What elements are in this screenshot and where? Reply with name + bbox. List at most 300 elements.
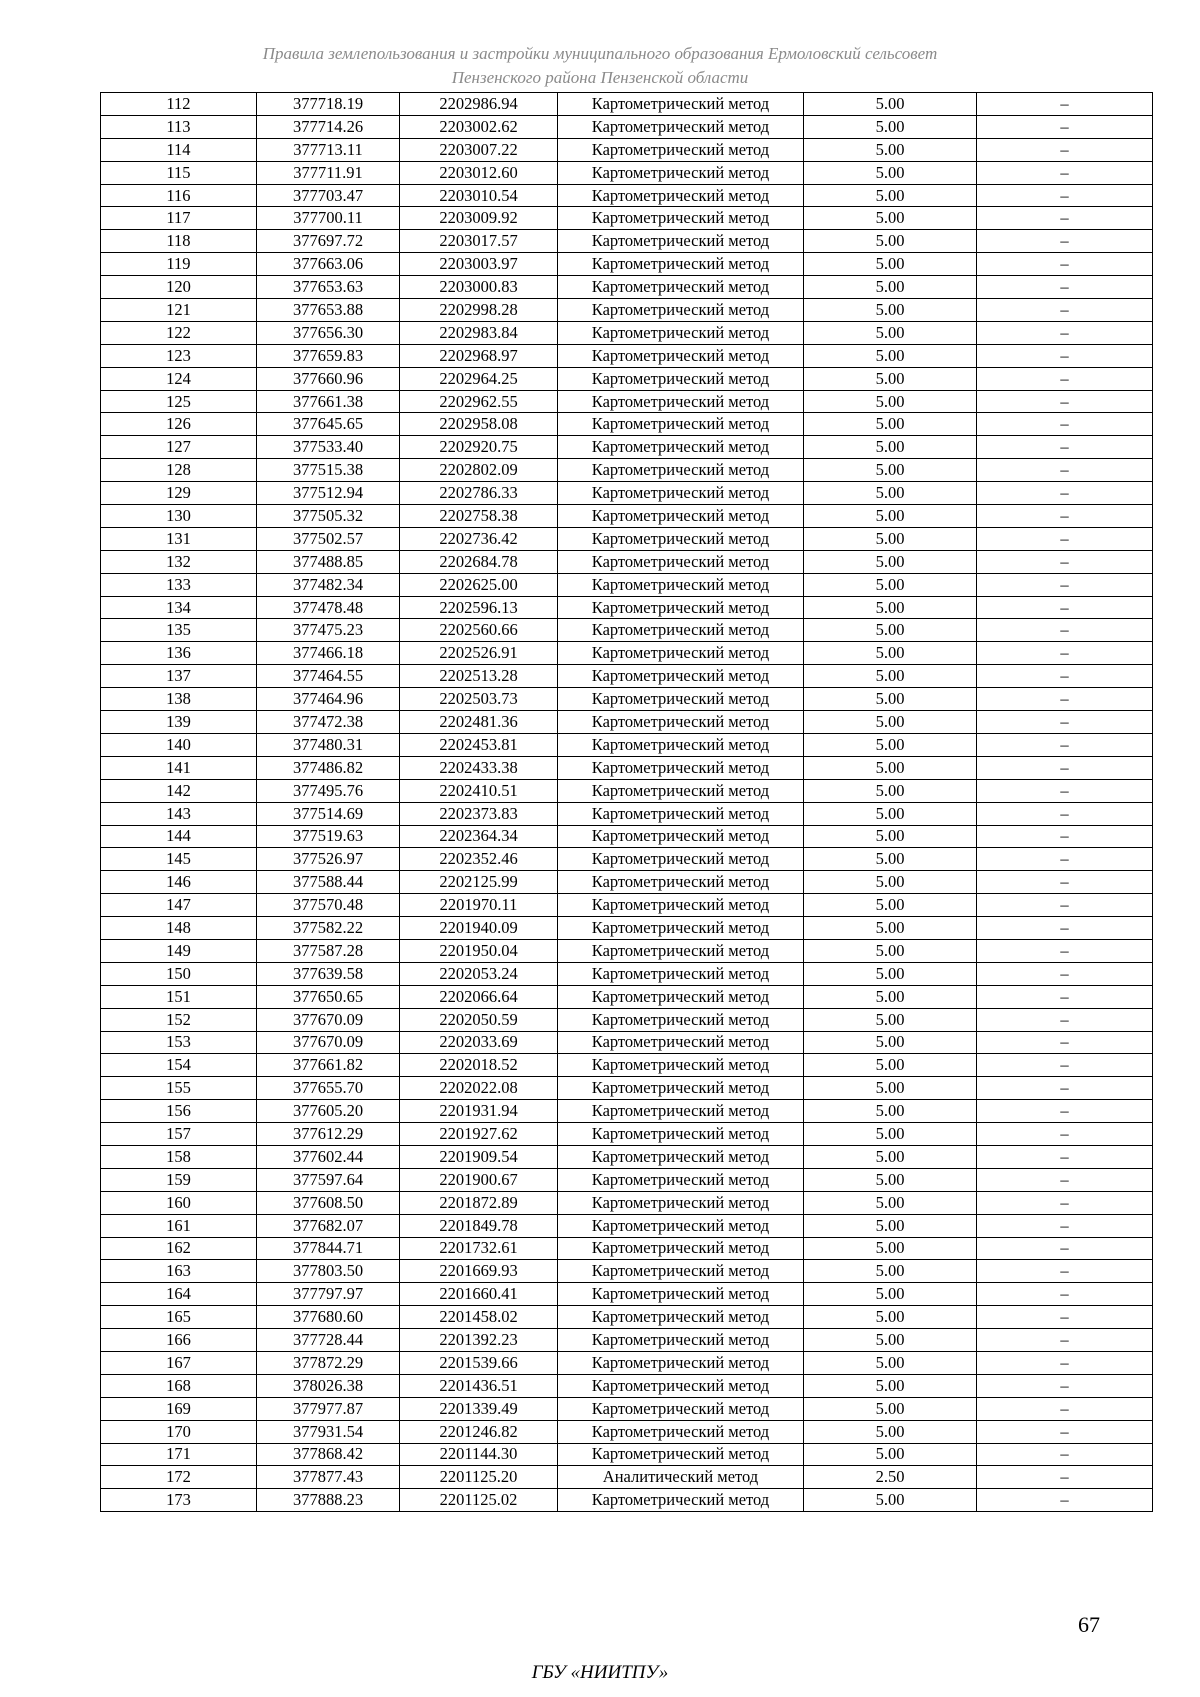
accuracy-cell: 5.00 (804, 1306, 977, 1329)
description-cell: – (977, 1191, 1153, 1214)
point-number-cell: 141 (101, 756, 257, 779)
x-coordinate-cell: 377514.69 (257, 802, 400, 825)
accuracy-cell: 5.00 (804, 665, 977, 688)
point-number-cell: 171 (101, 1443, 257, 1466)
y-coordinate-cell: 2202503.73 (400, 688, 558, 711)
method-cell: Картометрический метод (558, 1374, 804, 1397)
accuracy-cell: 5.00 (804, 802, 977, 825)
table-row (101, 413, 1153, 436)
y-coordinate-cell: 2202958.08 (400, 413, 558, 436)
table-row (101, 1397, 1153, 1420)
x-coordinate-cell: 377645.65 (257, 413, 400, 436)
x-coordinate-cell: 377588.44 (257, 871, 400, 894)
description-cell: – (977, 1031, 1153, 1054)
point-number-cell: 126 (101, 413, 257, 436)
description-cell: – (977, 802, 1153, 825)
accuracy-cell: 5.00 (804, 1008, 977, 1031)
description-cell: – (977, 1145, 1153, 1168)
header-line-2: Пензенского района Пензенской области (451, 68, 749, 87)
table-row (101, 756, 1153, 779)
y-coordinate-cell: 2202018.52 (400, 1054, 558, 1077)
accuracy-cell: 5.00 (804, 207, 977, 230)
table-row (101, 802, 1153, 825)
x-coordinate-cell: 377700.11 (257, 207, 400, 230)
table-row (101, 939, 1153, 962)
x-coordinate-cell: 377608.50 (257, 1191, 400, 1214)
accuracy-cell: 5.00 (804, 184, 977, 207)
description-cell: – (977, 962, 1153, 985)
point-number-cell: 157 (101, 1123, 257, 1146)
table-row (101, 894, 1153, 917)
x-coordinate-cell: 377844.71 (257, 1237, 400, 1260)
description-cell: – (977, 619, 1153, 642)
y-coordinate-cell: 2201339.49 (400, 1397, 558, 1420)
y-coordinate-cell: 2202786.33 (400, 482, 558, 505)
point-number-cell: 115 (101, 161, 257, 184)
x-coordinate-cell: 377803.50 (257, 1260, 400, 1283)
method-cell: Картометрический метод (558, 299, 804, 322)
y-coordinate-cell: 2201931.94 (400, 1100, 558, 1123)
method-cell: Картометрический метод (558, 1008, 804, 1031)
table-row (101, 1420, 1153, 1443)
method-cell: Картометрический метод (558, 1260, 804, 1283)
y-coordinate-cell: 2202802.09 (400, 459, 558, 482)
x-coordinate-cell: 377697.72 (257, 230, 400, 253)
y-coordinate-cell: 2202433.38 (400, 756, 558, 779)
table-row (101, 1168, 1153, 1191)
description-cell: – (977, 276, 1153, 299)
x-coordinate-cell: 377502.57 (257, 527, 400, 550)
description-cell: – (977, 505, 1153, 528)
y-coordinate-cell: 2202596.13 (400, 596, 558, 619)
x-coordinate-cell: 377650.65 (257, 985, 400, 1008)
y-coordinate-cell: 2201970.11 (400, 894, 558, 917)
accuracy-cell: 5.00 (804, 1145, 977, 1168)
method-cell: Картометрический метод (558, 985, 804, 1008)
point-number-cell: 139 (101, 711, 257, 734)
x-coordinate-cell: 377663.06 (257, 253, 400, 276)
x-coordinate-cell: 377602.44 (257, 1145, 400, 1168)
description-cell: – (977, 1283, 1153, 1306)
description-cell: – (977, 1489, 1153, 1512)
table-row (101, 321, 1153, 344)
y-coordinate-cell: 2201246.82 (400, 1420, 558, 1443)
x-coordinate-cell: 377582.22 (257, 917, 400, 940)
accuracy-cell: 5.00 (804, 276, 977, 299)
description-cell: – (977, 1443, 1153, 1466)
method-cell: Картометрический метод (558, 573, 804, 596)
description-cell: – (977, 642, 1153, 665)
y-coordinate-cell: 2202352.46 (400, 848, 558, 871)
x-coordinate-cell: 377661.38 (257, 390, 400, 413)
accuracy-cell: 5.00 (804, 1283, 977, 1306)
point-number-cell: 118 (101, 230, 257, 253)
y-coordinate-cell: 2201539.66 (400, 1351, 558, 1374)
point-number-cell: 132 (101, 550, 257, 573)
x-coordinate-cell: 377670.09 (257, 1031, 400, 1054)
x-coordinate-cell: 377888.23 (257, 1489, 400, 1512)
method-cell: Картометрический метод (558, 848, 804, 871)
point-number-cell: 116 (101, 184, 257, 207)
y-coordinate-cell: 2202513.28 (400, 665, 558, 688)
method-cell: Картометрический метод (558, 1054, 804, 1077)
method-cell: Картометрический метод (558, 1100, 804, 1123)
description-cell: – (977, 1100, 1153, 1123)
description-cell: – (977, 1077, 1153, 1100)
x-coordinate-cell: 377464.55 (257, 665, 400, 688)
y-coordinate-cell: 2202758.38 (400, 505, 558, 528)
point-number-cell: 160 (101, 1191, 257, 1214)
y-coordinate-cell: 2202625.00 (400, 573, 558, 596)
x-coordinate-cell: 377718.19 (257, 93, 400, 116)
x-coordinate-cell: 377605.20 (257, 1100, 400, 1123)
point-number-cell: 166 (101, 1329, 257, 1352)
point-number-cell: 136 (101, 642, 257, 665)
method-cell: Картометрический метод (558, 779, 804, 802)
accuracy-cell: 5.00 (804, 711, 977, 734)
table-row (101, 138, 1153, 161)
method-cell: Картометрический метод (558, 1031, 804, 1054)
accuracy-cell: 5.00 (804, 962, 977, 985)
table-row (101, 207, 1153, 230)
table-row (101, 733, 1153, 756)
method-cell: Картометрический метод (558, 825, 804, 848)
description-cell: – (977, 1168, 1153, 1191)
x-coordinate-cell: 377653.88 (257, 299, 400, 322)
x-coordinate-cell: 377680.60 (257, 1306, 400, 1329)
description-cell: – (977, 573, 1153, 596)
y-coordinate-cell: 2202453.81 (400, 733, 558, 756)
point-number-cell: 123 (101, 344, 257, 367)
description-cell: – (977, 482, 1153, 505)
y-coordinate-cell: 2201125.02 (400, 1489, 558, 1512)
method-cell: Картометрический метод (558, 962, 804, 985)
x-coordinate-cell: 377488.85 (257, 550, 400, 573)
accuracy-cell: 5.00 (804, 230, 977, 253)
accuracy-cell: 5.00 (804, 619, 977, 642)
description-cell: – (977, 1260, 1153, 1283)
method-cell: Картометрический метод (558, 1237, 804, 1260)
accuracy-cell: 5.00 (804, 550, 977, 573)
accuracy-cell: 5.00 (804, 642, 977, 665)
x-coordinate-cell: 377868.42 (257, 1443, 400, 1466)
x-coordinate-cell: 377656.30 (257, 321, 400, 344)
accuracy-cell: 5.00 (804, 459, 977, 482)
point-number-cell: 131 (101, 527, 257, 550)
method-cell: Картометрический метод (558, 665, 804, 688)
table-row (101, 1329, 1153, 1352)
y-coordinate-cell: 2202481.36 (400, 711, 558, 734)
x-coordinate-cell: 377597.64 (257, 1168, 400, 1191)
method-cell: Картометрический метод (558, 527, 804, 550)
table-row (101, 115, 1153, 138)
point-number-cell: 154 (101, 1054, 257, 1077)
y-coordinate-cell: 2201436.51 (400, 1374, 558, 1397)
y-coordinate-cell: 2202962.55 (400, 390, 558, 413)
method-cell: Картометрический метод (558, 207, 804, 230)
accuracy-cell: 5.00 (804, 1237, 977, 1260)
accuracy-cell: 5.00 (804, 344, 977, 367)
y-coordinate-cell: 2201872.89 (400, 1191, 558, 1214)
point-number-cell: 162 (101, 1237, 257, 1260)
x-coordinate-cell: 377466.18 (257, 642, 400, 665)
method-cell: Картометрический метод (558, 1214, 804, 1237)
description-cell: – (977, 825, 1153, 848)
description-cell: – (977, 1466, 1153, 1489)
description-cell: – (977, 894, 1153, 917)
x-coordinate-cell: 377486.82 (257, 756, 400, 779)
description-cell: – (977, 1008, 1153, 1031)
method-cell: Картометрический метод (558, 1168, 804, 1191)
table-row (101, 642, 1153, 665)
x-coordinate-cell: 377659.83 (257, 344, 400, 367)
method-cell: Картометрический метод (558, 1145, 804, 1168)
accuracy-cell: 5.00 (804, 573, 977, 596)
description-cell: – (977, 871, 1153, 894)
y-coordinate-cell: 2202684.78 (400, 550, 558, 573)
y-coordinate-cell: 2201392.23 (400, 1329, 558, 1352)
point-number-cell: 164 (101, 1283, 257, 1306)
description-cell: – (977, 1306, 1153, 1329)
table-row (101, 665, 1153, 688)
method-cell: Картометрический метод (558, 390, 804, 413)
point-number-cell: 145 (101, 848, 257, 871)
description-cell: – (977, 550, 1153, 573)
method-cell: Картометрический метод (558, 138, 804, 161)
table-row (101, 344, 1153, 367)
y-coordinate-cell: 2201849.78 (400, 1214, 558, 1237)
accuracy-cell: 5.00 (804, 756, 977, 779)
x-coordinate-cell: 377931.54 (257, 1420, 400, 1443)
y-coordinate-cell: 2201732.61 (400, 1237, 558, 1260)
y-coordinate-cell: 2202983.84 (400, 321, 558, 344)
point-number-cell: 124 (101, 367, 257, 390)
table-row (101, 848, 1153, 871)
point-number-cell: 163 (101, 1260, 257, 1283)
table-row (101, 253, 1153, 276)
description-cell: – (977, 756, 1153, 779)
description-cell: – (977, 939, 1153, 962)
table-row (101, 482, 1153, 505)
method-cell: Картометрический метод (558, 1283, 804, 1306)
table-row (101, 596, 1153, 619)
y-coordinate-cell: 2202053.24 (400, 962, 558, 985)
method-cell: Аналитический метод (558, 1466, 804, 1489)
description-cell: – (977, 1397, 1153, 1420)
coordinates-table (100, 92, 1153, 1512)
x-coordinate-cell: 377478.48 (257, 596, 400, 619)
table-row (101, 871, 1153, 894)
y-coordinate-cell: 2201669.93 (400, 1260, 558, 1283)
point-number-cell: 170 (101, 1420, 257, 1443)
table-row (101, 779, 1153, 802)
method-cell: Картометрический метод (558, 161, 804, 184)
description-cell: – (977, 527, 1153, 550)
table-row (101, 505, 1153, 528)
x-coordinate-cell: 377464.96 (257, 688, 400, 711)
x-coordinate-cell: 377526.97 (257, 848, 400, 871)
method-cell: Картометрический метод (558, 276, 804, 299)
y-coordinate-cell: 2203012.60 (400, 161, 558, 184)
y-coordinate-cell: 2203010.54 (400, 184, 558, 207)
accuracy-cell: 5.00 (804, 161, 977, 184)
table-row (101, 1031, 1153, 1054)
method-cell: Картометрический метод (558, 1077, 804, 1100)
point-number-cell: 113 (101, 115, 257, 138)
accuracy-cell: 5.00 (804, 779, 977, 802)
description-cell: – (977, 459, 1153, 482)
description-cell: – (977, 138, 1153, 161)
method-cell: Картометрический метод (558, 1420, 804, 1443)
method-cell: Картометрический метод (558, 505, 804, 528)
x-coordinate-cell: 377872.29 (257, 1351, 400, 1374)
y-coordinate-cell: 2202364.34 (400, 825, 558, 848)
point-number-cell: 161 (101, 1214, 257, 1237)
description-cell: – (977, 413, 1153, 436)
accuracy-cell: 5.00 (804, 505, 977, 528)
accuracy-cell: 5.00 (804, 321, 977, 344)
header-line-1: Правила землепользования и застройки муниципального образования Ермоловский сельсовет (262, 44, 938, 63)
y-coordinate-cell: 2201660.41 (400, 1283, 558, 1306)
x-coordinate-cell: 377505.32 (257, 505, 400, 528)
point-number-cell: 173 (101, 1489, 257, 1512)
method-cell: Картометрический метод (558, 939, 804, 962)
point-number-cell: 129 (101, 482, 257, 505)
accuracy-cell: 5.00 (804, 1420, 977, 1443)
point-number-cell: 165 (101, 1306, 257, 1329)
method-cell: Картометрический метод (558, 1191, 804, 1214)
y-coordinate-cell: 2203007.22 (400, 138, 558, 161)
y-coordinate-cell: 2202066.64 (400, 985, 558, 1008)
accuracy-cell: 2.50 (804, 1466, 977, 1489)
accuracy-cell: 5.00 (804, 1489, 977, 1512)
description-cell: – (977, 93, 1153, 116)
y-coordinate-cell: 2203002.62 (400, 115, 558, 138)
point-number-cell: 114 (101, 138, 257, 161)
table-row (101, 1306, 1153, 1329)
x-coordinate-cell: 377472.38 (257, 711, 400, 734)
description-cell: – (977, 161, 1153, 184)
description-cell: – (977, 1420, 1153, 1443)
table-row (101, 688, 1153, 711)
description-cell: – (977, 390, 1153, 413)
point-number-cell: 120 (101, 276, 257, 299)
accuracy-cell: 5.00 (804, 1260, 977, 1283)
accuracy-cell: 5.00 (804, 527, 977, 550)
table-row (101, 299, 1153, 322)
description-cell: – (977, 184, 1153, 207)
x-coordinate-cell: 377480.31 (257, 733, 400, 756)
description-cell: – (977, 230, 1153, 253)
point-number-cell: 156 (101, 1100, 257, 1123)
description-cell: – (977, 367, 1153, 390)
point-number-cell: 121 (101, 299, 257, 322)
accuracy-cell: 5.00 (804, 894, 977, 917)
x-coordinate-cell: 377515.38 (257, 459, 400, 482)
y-coordinate-cell: 2202920.75 (400, 436, 558, 459)
y-coordinate-cell: 2202964.25 (400, 367, 558, 390)
point-number-cell: 153 (101, 1031, 257, 1054)
table-row (101, 276, 1153, 299)
table-row (101, 619, 1153, 642)
y-coordinate-cell: 2202526.91 (400, 642, 558, 665)
method-cell: Картометрический метод (558, 253, 804, 276)
x-coordinate-cell: 377977.87 (257, 1397, 400, 1420)
method-cell: Картометрический метод (558, 1351, 804, 1374)
accuracy-cell: 5.00 (804, 390, 977, 413)
accuracy-cell: 5.00 (804, 1351, 977, 1374)
table-row (101, 367, 1153, 390)
x-coordinate-cell: 377711.91 (257, 161, 400, 184)
accuracy-cell: 5.00 (804, 985, 977, 1008)
y-coordinate-cell: 2202125.99 (400, 871, 558, 894)
method-cell: Картометрический метод (558, 1489, 804, 1512)
point-number-cell: 151 (101, 985, 257, 1008)
description-cell: – (977, 985, 1153, 1008)
point-number-cell: 133 (101, 573, 257, 596)
point-number-cell: 152 (101, 1008, 257, 1031)
method-cell: Картометрический метод (558, 413, 804, 436)
accuracy-cell: 5.00 (804, 1077, 977, 1100)
table-row (101, 1145, 1153, 1168)
method-cell: Картометрический метод (558, 871, 804, 894)
description-cell: – (977, 1351, 1153, 1374)
point-number-cell: 148 (101, 917, 257, 940)
point-number-cell: 147 (101, 894, 257, 917)
accuracy-cell: 5.00 (804, 253, 977, 276)
point-number-cell: 172 (101, 1466, 257, 1489)
x-coordinate-cell: 377703.47 (257, 184, 400, 207)
table-row (101, 93, 1153, 116)
table-row (101, 1489, 1153, 1512)
accuracy-cell: 5.00 (804, 115, 977, 138)
method-cell: Картометрический метод (558, 93, 804, 116)
table-row (101, 711, 1153, 734)
method-cell: Картометрический метод (558, 917, 804, 940)
accuracy-cell: 5.00 (804, 93, 977, 116)
description-cell: – (977, 1329, 1153, 1352)
y-coordinate-cell: 2201927.62 (400, 1123, 558, 1146)
x-coordinate-cell: 377660.96 (257, 367, 400, 390)
method-cell: Картометрический метод (558, 688, 804, 711)
x-coordinate-cell: 377475.23 (257, 619, 400, 642)
accuracy-cell: 5.00 (804, 596, 977, 619)
description-cell: – (977, 207, 1153, 230)
method-cell: Картометрический метод (558, 436, 804, 459)
method-cell: Картометрический метод (558, 344, 804, 367)
x-coordinate-cell: 377495.76 (257, 779, 400, 802)
method-cell: Картометрический метод (558, 733, 804, 756)
point-number-cell: 143 (101, 802, 257, 825)
method-cell: Картометрический метод (558, 756, 804, 779)
point-number-cell: 144 (101, 825, 257, 848)
y-coordinate-cell: 2201909.54 (400, 1145, 558, 1168)
accuracy-cell: 5.00 (804, 939, 977, 962)
description-cell: – (977, 688, 1153, 711)
y-coordinate-cell: 2202410.51 (400, 779, 558, 802)
accuracy-cell: 5.00 (804, 1397, 977, 1420)
table-body (101, 93, 1153, 1512)
accuracy-cell: 5.00 (804, 1374, 977, 1397)
x-coordinate-cell: 377661.82 (257, 1054, 400, 1077)
y-coordinate-cell: 2201125.20 (400, 1466, 558, 1489)
method-cell: Картометрический метод (558, 230, 804, 253)
x-coordinate-cell: 377728.44 (257, 1329, 400, 1352)
y-coordinate-cell: 2201458.02 (400, 1306, 558, 1329)
description-cell: – (977, 436, 1153, 459)
y-coordinate-cell: 2201144.30 (400, 1443, 558, 1466)
x-coordinate-cell: 377797.97 (257, 1283, 400, 1306)
